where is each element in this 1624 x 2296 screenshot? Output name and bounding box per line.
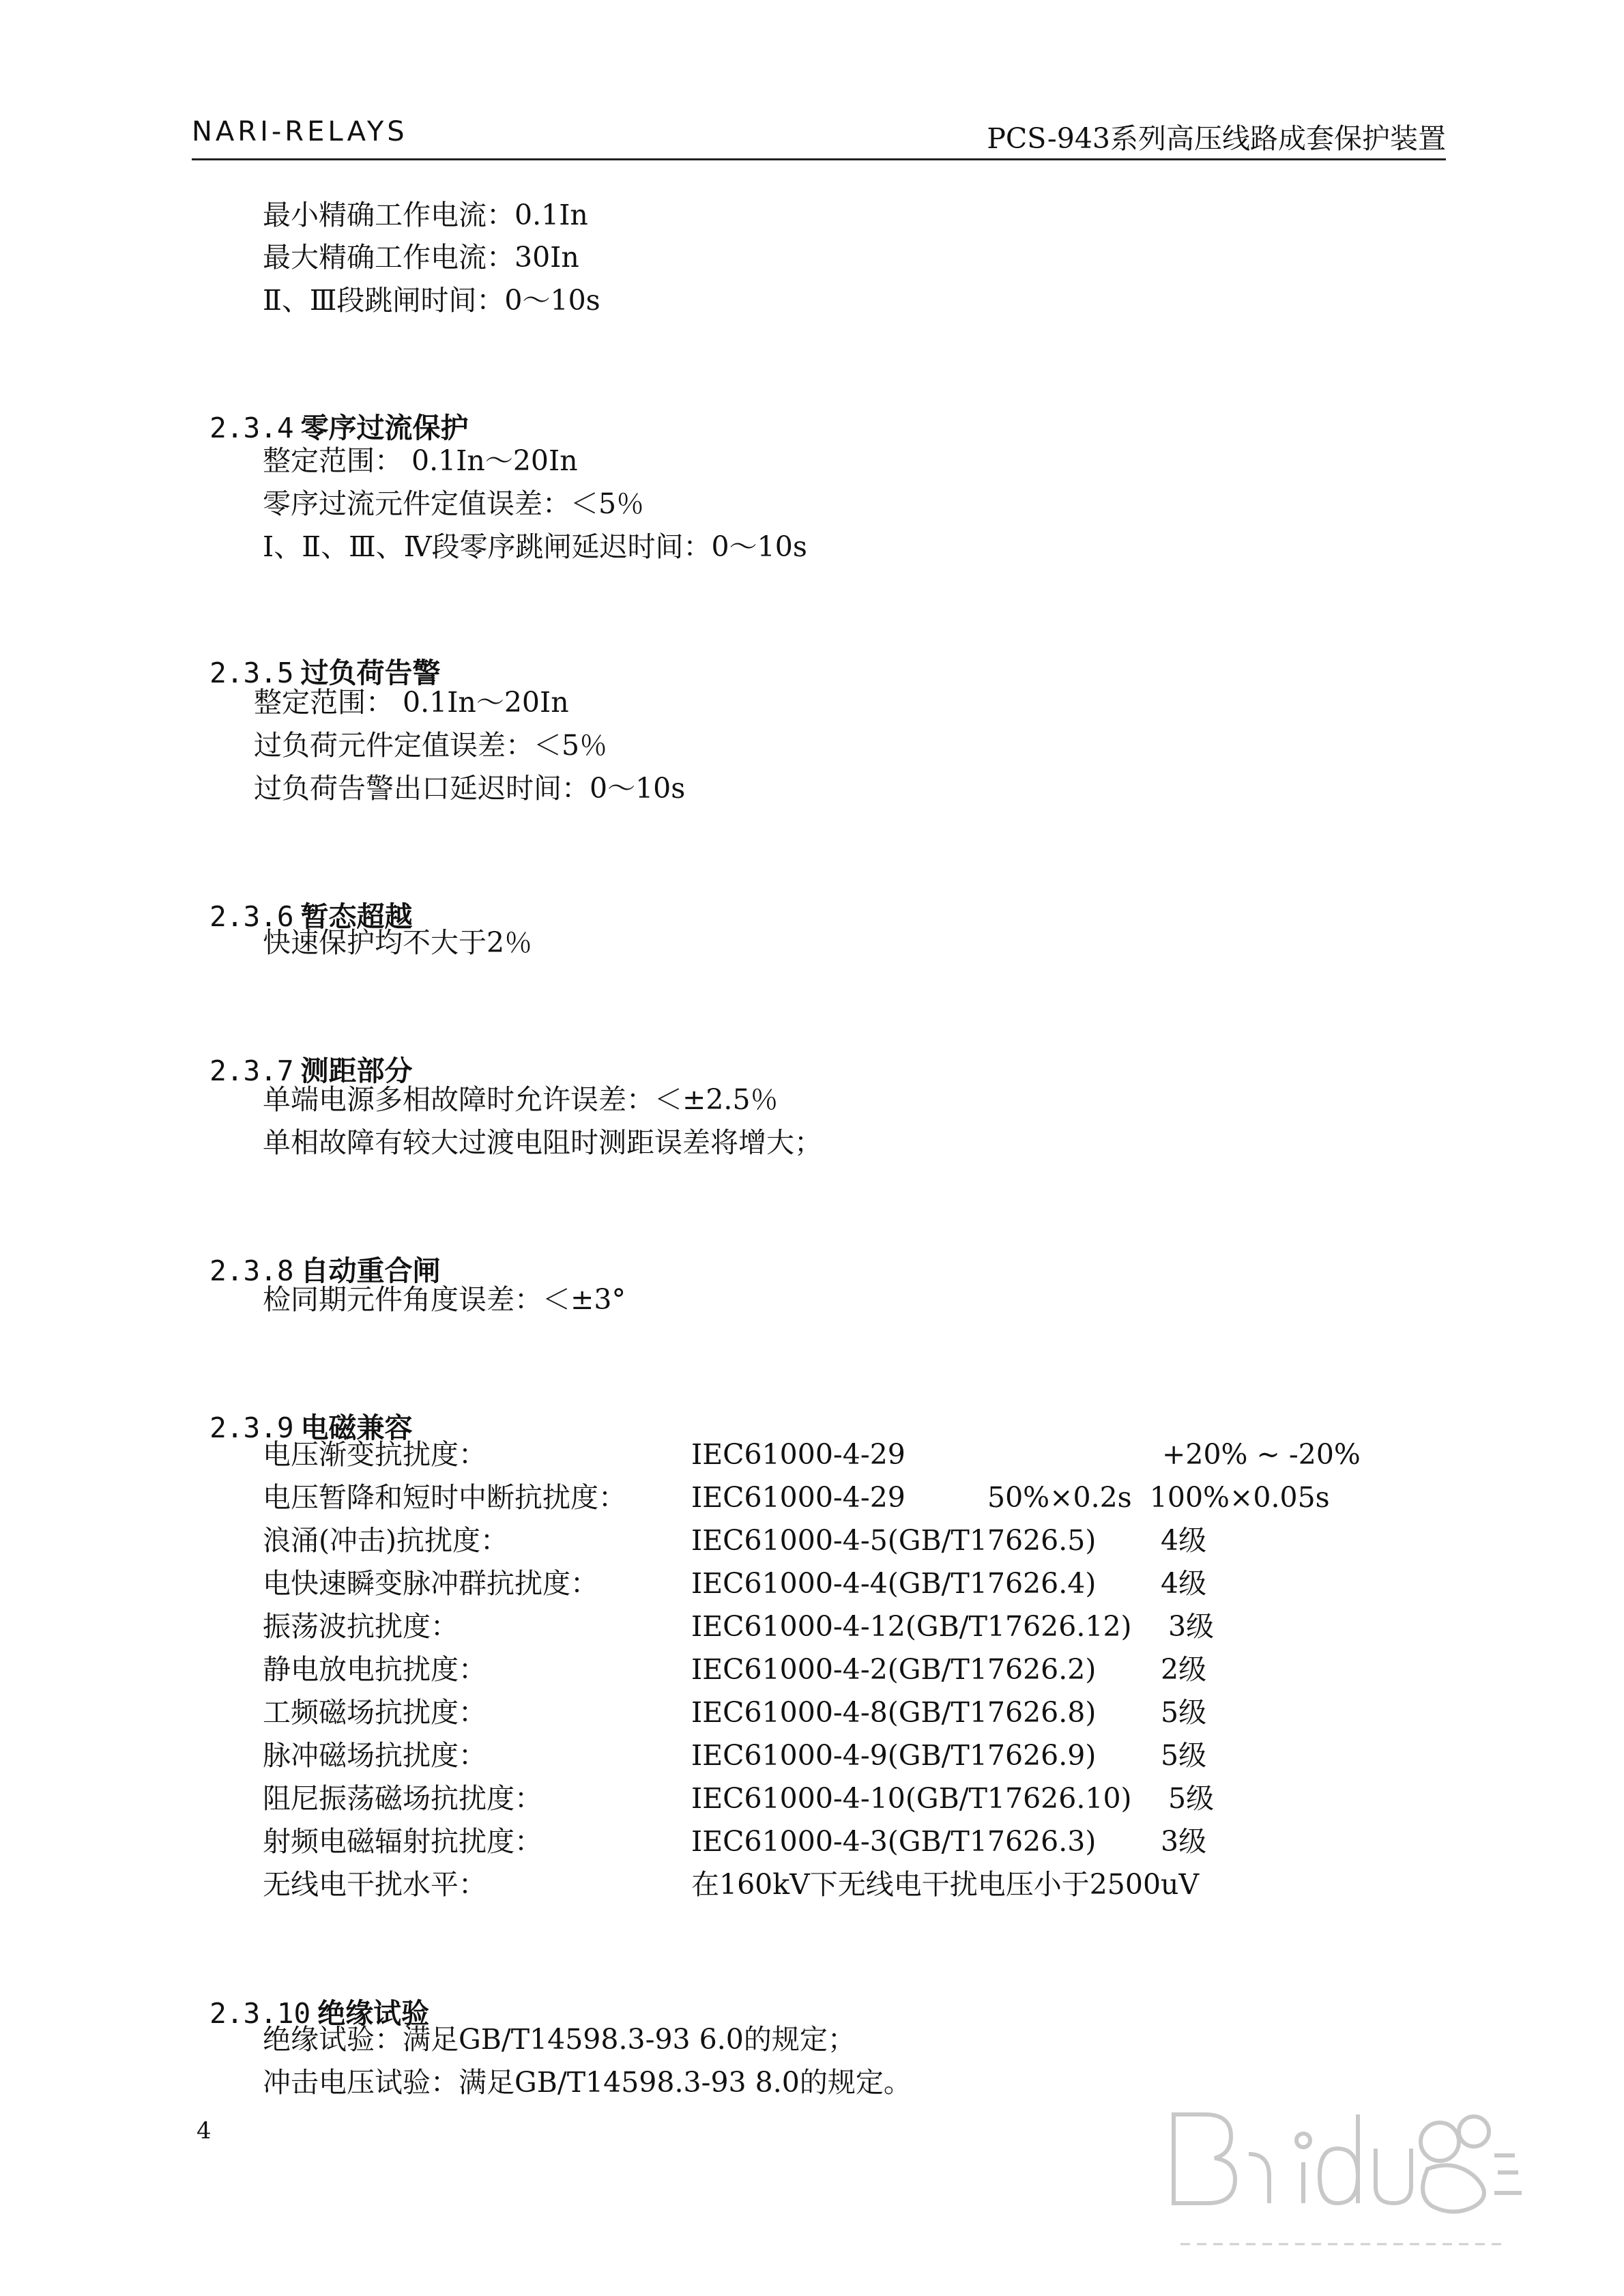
- section-line: 绝缘试验：满足GB/T14598.3-93 6.0的规定；: [263, 2023, 856, 2056]
- emc-item: 工频磁场抗扰度：: [263, 1696, 487, 1729]
- section-heading: [192, 1972, 429, 2028]
- emc-row: [0, 1782, 1624, 1819]
- emc-standard: IEC61000-4-2(GB/T17626.2): [691, 1653, 1097, 1686]
- section-line: 整定范围： 0.1In～20In: [263, 444, 578, 477]
- section-line: 检同期元件角度误差：＜±3°: [263, 1283, 626, 1316]
- emc-standard: 在160kV下无线电干扰电压小于2500uV: [691, 1868, 1200, 1901]
- emc-standard: IEC61000-4-3(GB/T17626.3): [691, 1825, 1097, 1858]
- intro-line: 最大精确工作电流：30In: [263, 241, 579, 274]
- emc-standard: IEC61000-4-8(GB/T17626.8): [691, 1696, 1097, 1729]
- emc-standard: IEC61000-4-29: [691, 1438, 905, 1471]
- emc-item: 浪涌(冲击)抗扰度：: [263, 1524, 508, 1557]
- emc-row: [0, 1868, 1624, 1905]
- emc-level: 3级: [1168, 1610, 1215, 1643]
- section-number: 2.3.7: [209, 1054, 294, 1087]
- section-number: 2.3.8: [209, 1254, 294, 1287]
- emc-row: [0, 1610, 1624, 1647]
- emc-item: 振荡波抗扰度：: [263, 1610, 459, 1643]
- header-rule: [192, 158, 1446, 160]
- emc-row: [0, 1524, 1624, 1561]
- emc-item: 电压渐变抗扰度：: [263, 1438, 487, 1471]
- emc-standard: IEC61000-4-12(GB/T17626.12): [691, 1610, 1132, 1643]
- header-document-title: PCS-943系列高压线路成套保护装置: [987, 122, 1446, 155]
- section-line: 冲击电压试验：满足GB/T14598.3-93 8.0的规定。: [263, 2066, 912, 2099]
- emc-level: 4级: [1161, 1524, 1207, 1557]
- emc-standard: IEC61000-4-9(GB/T17626.9): [691, 1739, 1097, 1772]
- baidu-jingyan-watermark: [1153, 2073, 1535, 2278]
- emc-standard: IEC61000-4-4(GB/T17626.4): [691, 1567, 1097, 1600]
- section-number: 2.3.4: [209, 412, 294, 444]
- emc-level: +20% ~ -20%: [1162, 1438, 1361, 1471]
- emc-row: [0, 1696, 1624, 1733]
- section-line: 过负荷元件定值误差：＜5％: [254, 729, 608, 762]
- emc-level: 3级: [1161, 1825, 1207, 1858]
- section-line: 快速保护均不大于2％: [263, 926, 533, 959]
- emc-item: 静电放电抗扰度：: [263, 1653, 487, 1686]
- intro-line: Ⅱ、Ⅲ段跳闸时间：0～10s: [263, 284, 600, 317]
- section-heading: [192, 875, 413, 931]
- section-title: 自动重合闸: [300, 1254, 441, 1287]
- section-line: 单端电源多相故障时允许误差：＜±2.5％: [263, 1083, 779, 1116]
- emc-row: [0, 1653, 1624, 1690]
- section-line: 过负荷告警出口延迟时间：0～10s: [254, 772, 686, 805]
- emc-item: 脉冲磁场抗扰度：: [263, 1739, 487, 1772]
- emc-row: [0, 1739, 1624, 1776]
- emc-item: 无线电干扰水平：: [263, 1868, 487, 1901]
- section-title: 绝缘试验: [317, 1997, 430, 2030]
- section-title: 电磁兼容: [300, 1411, 413, 1444]
- emc-item: 电压暂降和短时中断抗扰度：: [263, 1481, 626, 1514]
- emc-row: [0, 1481, 1624, 1518]
- emc-item: 电快速瞬变脉冲群抗扰度：: [263, 1567, 598, 1600]
- section-title: 过负荷告警: [300, 657, 441, 689]
- emc-item: 射频电磁辐射抗扰度：: [263, 1825, 542, 1858]
- emc-row: [0, 1438, 1624, 1475]
- section-number: 2.3.6: [209, 900, 294, 933]
- emc-level: 50%×0.2s 100%×0.05s: [987, 1481, 1330, 1514]
- emc-level: 4级: [1161, 1567, 1207, 1600]
- emc-row: [0, 1567, 1624, 1604]
- emc-level: 5级: [1161, 1696, 1207, 1729]
- section-number: 2.3.5: [209, 657, 294, 689]
- emc-row: [0, 1825, 1624, 1862]
- intro-line: 最小精确工作电流：0.1In: [263, 199, 588, 231]
- section-line: 零序过流元件定值误差：＜5％: [263, 487, 645, 520]
- section-heading: [192, 1386, 413, 1442]
- emc-standard: IEC61000-4-5(GB/T17626.5): [691, 1524, 1097, 1557]
- section-title: 暂态超越: [300, 900, 413, 933]
- section-title: 测距部分: [300, 1054, 413, 1087]
- section-line: 单相故障有较大过渡电阻时测距误差将增大；: [263, 1126, 822, 1159]
- emc-standard: IEC61000-4-29: [691, 1481, 905, 1514]
- section-number: 2.3.10: [209, 1997, 311, 2030]
- section-number: 2.3.9: [209, 1411, 294, 1444]
- section-title: 零序过流保护: [300, 412, 469, 444]
- section-heading: [192, 1229, 441, 1285]
- emc-level: 5级: [1168, 1782, 1215, 1815]
- emc-level: 2级: [1161, 1653, 1207, 1686]
- emc-standard: IEC61000-4-10(GB/T17626.10): [691, 1782, 1132, 1815]
- section-line: 整定范围： 0.1In～20In: [254, 686, 569, 719]
- section-heading: [192, 1029, 413, 1085]
- section-line: Ⅰ、Ⅱ、Ⅲ、Ⅳ段零序跳闸延迟时间：0～10s: [263, 530, 807, 563]
- page-number: 4: [197, 2117, 212, 2144]
- header-brand: NARI-RELAYS: [192, 116, 408, 147]
- emc-level: 5级: [1161, 1739, 1207, 1772]
- emc-item: 阻尼振荡磁场抗扰度：: [263, 1782, 542, 1815]
- section-heading: [192, 386, 469, 442]
- section-heading: [192, 631, 441, 687]
